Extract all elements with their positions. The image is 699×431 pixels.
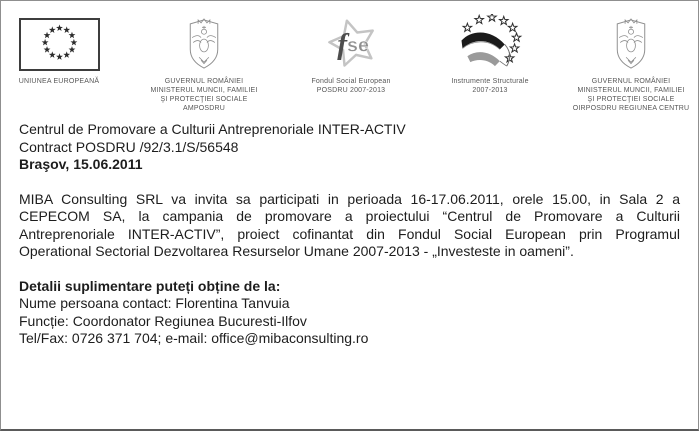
contact-person-line: Nume persoana contact: Florentina Tanvuia (19, 295, 290, 311)
paragraph-line: MIBA Consulting SRL va invita sa participati in perioada 16-17.06.2011, orele 15.00, in Sala 2 a (19, 190, 680, 207)
logo-guvernul-romaniei-amposdru (129, 14, 279, 113)
contact-details (19, 278, 680, 348)
logo-caption: Instrumente Structurale 2007-2013 (451, 78, 529, 94)
logo-uniunea-europeana (7, 14, 111, 86)
logo-caption: UNIUNEA EUROPEANĂ (18, 78, 100, 85)
paragraph-line: Antreprenoriale INTER-ACTIV”, proiect cofinantat din Fondul Social European prin Programul (19, 225, 680, 242)
logo-instrumente-structurale (421, 14, 559, 95)
paragraph-line: CEPECOM SA, la campania de promovare a proiectului “Centrul de Promovare a Culturii (19, 208, 680, 224)
funding-logos-header (1, 1, 698, 115)
logo-caption: GUVERNUL ROMÂNIEI MINISTERUL MUNCII, FAMILIEI ŞI PROTECŢIEI SOCIALE AMPOSDRU (150, 78, 258, 112)
eu-flag-icon (19, 18, 100, 71)
place-date-line: Braşov, 15.06.2011 (19, 156, 143, 172)
contact-phone-email-line: Tel/Fax: 0726 371 704; e-mail: office@mibaconsulting.ro (19, 330, 369, 346)
logo-fondul-social-european (283, 14, 419, 95)
logo-caption: GUVERNUL ROMÂNIEI MINISTERUL MUNCII, FAMILIEI ŞI PROTECŢIEI SOCIALE OIRPOSDRU REGIUNEA CENTRU (572, 78, 690, 112)
contact-role-line: Funcție: Coordonator Regiunea Bucuresti-Ilfov (19, 312, 307, 329)
svg-text:f: f (337, 28, 348, 61)
logo-caption: Fondul Social European POSDRU 2007-2013 (311, 78, 391, 94)
logo-guvernul-romaniei-oirposdru (549, 14, 699, 113)
invitation-paragraph (19, 191, 680, 261)
paragraph-line: Operational Sectorial Dezvoltarea Resurselor Umane 2007-2013 - „Investeste in oameni”. (19, 243, 574, 259)
svg-text:se: se (347, 34, 369, 57)
contact-heading: Detalii suplimentare puteți obține de la: (19, 277, 281, 294)
project-title-line: Centrul de Promovare a Culturii Antreprenoriale INTER-ACTIV (19, 121, 406, 137)
coat-of-arms-icon (611, 17, 651, 71)
instrumente-structurale-icon (457, 14, 523, 71)
letter-body (19, 121, 680, 348)
contract-line: Contract POSDRU /92/3.1/S/56548 (19, 138, 239, 155)
fse-star-icon (322, 14, 380, 71)
coat-of-arms-icon (184, 17, 224, 71)
